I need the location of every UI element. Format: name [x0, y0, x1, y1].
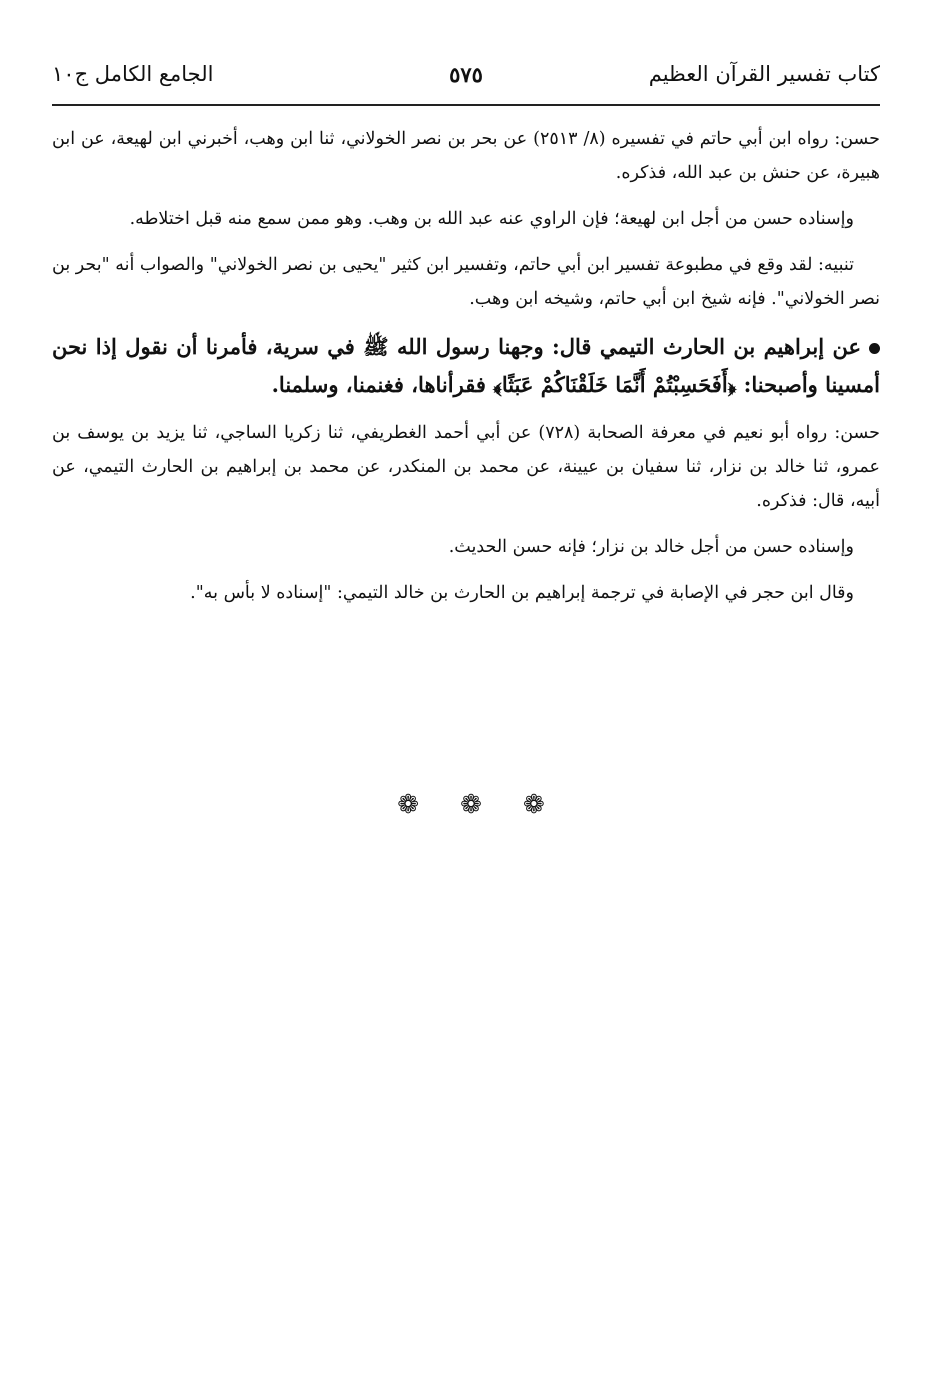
header-divider [52, 104, 880, 106]
book-title: كتاب تفسير القرآن العظيم [648, 62, 880, 86]
paragraph-isnad: وإسناده حسن من أجل ابن لهيعة؛ فإن الراوي عنه عبد الله بن وهب. وهو ممن سمع منه قبل اختلاطه. [129, 209, 854, 229]
bullet-icon [869, 343, 880, 354]
floral-ornament-icon: ❁ [460, 790, 482, 820]
paragraph-isnad-2: وإسناده حسن من أجل خالد بن نزار؛ فإنه حسن الحديث. [448, 537, 854, 557]
floral-ornament-icon: ❁ [522, 790, 545, 820]
volume-label: الجامع الكامل ج١٠ [52, 62, 214, 86]
section-end-ornaments [0, 790, 942, 820]
paragraph-grading-2: حسن: رواه أبو نعيم في معرفة الصحابة (٧٢٨) عن أبي أحمد الغطريفي، ثنا زكريا الساجي، ثنا يزيد بن يوسف بن عمرو، ثنا خالد بن نزار، ثنا سفيان بن عيينة، عن محمد بن المنكدر، عن محمد بن إبراهيم بن الحارث التيمي، عن أبيه، قال: فذكره. [52, 423, 880, 511]
hadith-paragraph [52, 328, 880, 404]
floral-ornament-icon: ❁ [397, 790, 419, 820]
page-header [52, 58, 880, 100]
paragraph-grading: حسن: رواه ابن أبي حاتم في تفسيره (٨/ ٢٥١٣) عن بحر بن نصر الخولاني، ثنا ابن وهب، أخبرني ابن لهيعة، عن ابن هبيرة، عن حنش بن عبد الله، فذكره. [52, 129, 880, 183]
main-text [52, 122, 880, 622]
hadith-text: عن إبراهيم بن الحارث التيمي قال: وجهنا رسول الله ﷺ في سرية، فأمرنا أن نقول إذا نحن أمسينا وأصبحنا: [52, 334, 880, 397]
page-number: ٥٧٥ [449, 62, 483, 87]
paragraph-note: تنبيه: لقد وقع في مطبوعة تفسير ابن أبي حاتم، وتفسير ابن كثير "يحيى بن نصر الخولاني" والصواب أنه "بحر بن نصر الخولاني". فإنه شيخ ابن أبي حاتم، وشيخه ابن وهب. [52, 255, 880, 309]
paragraph-ibn-hajar: وقال ابن حجر في الإصابة في ترجمة إبراهيم بن الحارث بن خالد التيمي: "إسناده لا بأس به". [190, 583, 854, 603]
quran-verse: ﴿أَفَحَسِبْتُمْ أَنَّمَا خَلَقْنَاكُمْ عَبَثًا﴾ [493, 372, 737, 397]
hadith-ending: فقرأناها، فغنمنا، وسلمنا. [271, 372, 486, 397]
